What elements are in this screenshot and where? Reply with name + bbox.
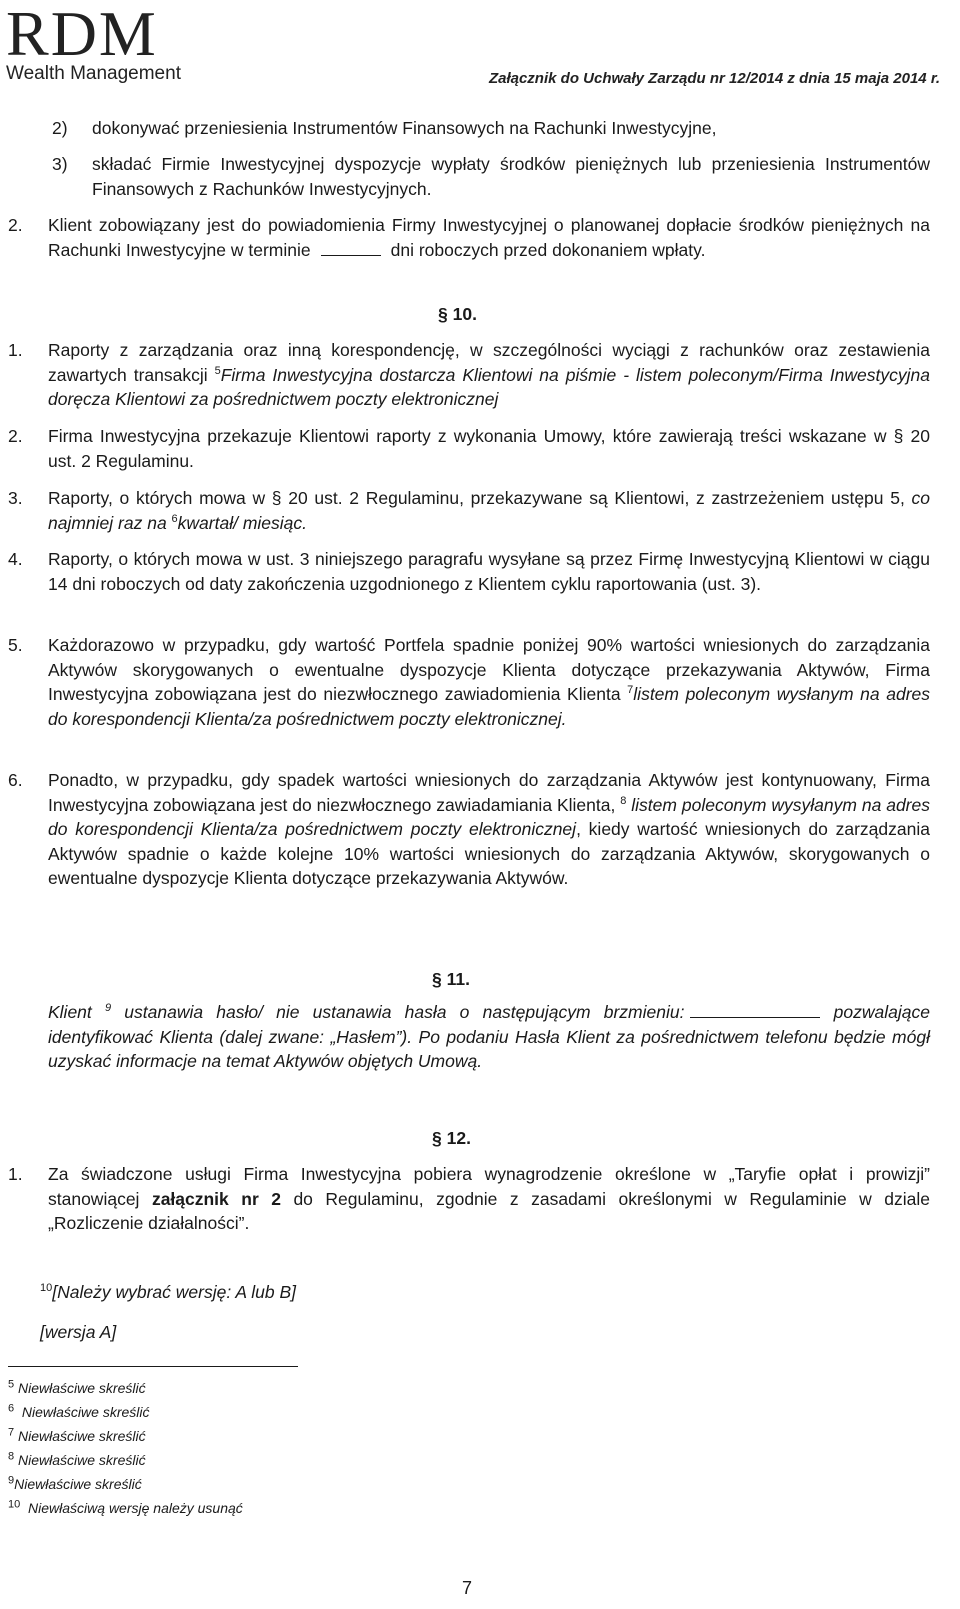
- paragraph-text: , kiedy wartość wniesionych do zarządzania Aktywów spadnie o każde kolejne 10% wartości wniesionych do zarządzania Aktywów, skorygowanych o ewentualne dyspozycje Klienta dotyczące przekazywania Aktywów.: [48, 819, 930, 888]
- footnote-number: 5: [8, 1378, 15, 1391]
- footnote-ref: 8: [620, 794, 627, 807]
- footnote-text: Niewłaściwą wersję należy usunąć: [28, 1500, 243, 1516]
- paragraph-italic-text: Firma Inwestycyjna dostarcza Klientowi na piśmie - listem poleconym/Firma Inwestycyjna doręcza Klientowi za pośrednictwem poczty elektronicznej: [48, 364, 930, 409]
- footnote-text: Niewłaściwe skreślić: [21, 1404, 150, 1420]
- footnote-text: Niewłaściwe skreślić: [18, 1452, 146, 1468]
- paragraph-text: Raporty z zarządzania oraz inną korespondencję, w szczególności wyciągi z rachunków oraz zestawienia zawartych transakcji: [48, 340, 930, 385]
- logo-wordmark: RDM: [6, 0, 158, 69]
- paragraph-text: Raporty, o których mowa w § 20 ust. 2 Regulaminu, przekazywane są Klientowi, z zastrzeżeniem ustępu 5,: [48, 488, 905, 508]
- footnote-ref: 7: [627, 684, 634, 697]
- footnote-number: 7: [8, 1426, 15, 1439]
- paragraph-italic-text: listem poleconym wysłanym na adres do korespondencji Klienta/za pośrednictwem poczty elektronicznej.: [48, 684, 931, 729]
- paragraph-text: Każdorazowo w przypadku, gdy wartość Portfela spadnie poniżej 90% wartości wniesionych do zarządzania Aktywów skorygowanych o ewentualne dyspozycje Klienta dotyczące przekazywania Aktywów, Firma Inwestycyjna zobowiązana jest do niezwłocznego zawiadomienia Klienta: [48, 635, 930, 704]
- footnote: [8, 1500, 243, 1516]
- version-choice-note: [40, 1280, 440, 1305]
- paragraph: [48, 1162, 930, 1236]
- password-fill-in-blank: [690, 1003, 820, 1018]
- paragraph-text: do Regulaminu, zgodnie z zasadami określonymi w Regulaminie w dziale „Rozliczenie działalności”.: [48, 1188, 930, 1233]
- footnote-text: Niewłaściwe skreślić: [18, 1428, 146, 1444]
- paragraph: [48, 338, 930, 412]
- footnote-text: Niewłaściwe skreślić: [14, 1476, 142, 1492]
- footnote: [8, 1452, 146, 1468]
- section-number: 11.: [446, 969, 470, 989]
- paragraph-text: Klient zobowiązany jest do powiadomienia Firmy Inwestycyjnej o planowanej dopłacie środków pieniężnych na Rachunki Inwestycyjne w terminie: [48, 215, 930, 260]
- list-number: 3): [52, 154, 68, 174]
- company-logo: [6, 2, 181, 84]
- version-label: [wersja A]: [40, 1322, 117, 1342]
- footnote: [8, 1404, 150, 1420]
- list-number: 2): [52, 118, 68, 138]
- section-title: § 11.: [432, 969, 470, 989]
- paragraph-text: Klient: [48, 1002, 92, 1022]
- paragraph-number: 5.: [8, 635, 23, 655]
- section-title: § 12.: [432, 1128, 471, 1148]
- footnote-ref: 5: [214, 364, 221, 377]
- paragraph-text: dni roboczych przed dokonaniem wpłaty.: [390, 239, 706, 260]
- footnote-ref: 6: [171, 512, 178, 525]
- fill-in-blank: [321, 241, 381, 256]
- footnote-ref: 9: [104, 1002, 112, 1015]
- paragraph: [48, 633, 930, 731]
- paragraph: [48, 1000, 930, 1074]
- paragraph-text: pozwalające identyfikować Klienta (dalej zwane: „Hasłem”). Po podaniu Hasła Klient za pośrednictwem telefonu będzie mógł uzyskać informacje na temat Aktywów objętych Umową.: [48, 1002, 930, 1071]
- paragraph-text: Za świadczone usługi Firma Inwestycyjna pobiera wynagrodzenie określone w „Taryfie opłat i prowizji” stanowiącej: [48, 1164, 930, 1209]
- footnote: [8, 1428, 146, 1444]
- logo-tagline: Wealth Management: [6, 63, 181, 84]
- footnote-text: Niewłaściwe skreślić: [18, 1380, 146, 1396]
- paragraph-bold-text: załącznik nr 2: [151, 1188, 281, 1209]
- paragraph-number: 2.: [8, 215, 23, 235]
- paragraph-italic-text: co najmniej raz na: [48, 488, 930, 533]
- footnote: [8, 1380, 146, 1396]
- footnote-ref: 10: [40, 1282, 53, 1295]
- section-number: 10.: [452, 304, 477, 324]
- paragraph-number: 3.: [8, 488, 23, 508]
- paragraph-number: 1.: [8, 340, 23, 360]
- paragraph-text: Ponadto, w przypadku, gdy spadek wartości wniesionych do zarządzania Aktywów jest kontynuowany, Firma Inwestycyjna zobowiązana jest do niezwłocznego zawiadamiania Klienta,: [48, 770, 930, 815]
- paragraph-number: 4.: [8, 549, 23, 569]
- footnote-number: 10: [8, 1498, 21, 1511]
- footnote: [8, 1476, 142, 1492]
- paragraph-italic-text: kwartał/ miesiąc.: [177, 512, 308, 533]
- paragraph: Raporty, o których mowa w ust. 3 niniejszego paragrafu wysyłane są przez Firmę Inwestycyjną Klientowi w ciągu 14 dni roboczych od daty zakończenia uzgodnionego z Klientem cyklu raportowania (ust. 3).: [48, 549, 930, 594]
- footnote-number: 6: [8, 1402, 15, 1415]
- paragraph-number: 2.: [8, 426, 23, 446]
- section-title: § 10.: [438, 304, 477, 324]
- footnote-number: 9: [8, 1474, 15, 1487]
- paragraph: Firma Inwestycyjna przekazuje Klientowi raporty z wykonania Umowy, które zawierają treści wskazane w § 20 ust. 2 Regulaminu.: [48, 426, 930, 471]
- paragraph: [48, 213, 930, 262]
- list-item: składać Firmie Inwestycyjnej dyspozycje wypłaty środków pieniężnych lub przeniesienia Instrumentów Finansowych z Rachunków Inwestycyjnych.: [92, 154, 930, 199]
- paragraph-text: ustanawia hasło/ nie ustanawia hasła o następującym brzmieniu:: [124, 1002, 685, 1022]
- page-number: 7: [462, 1578, 473, 1598]
- paragraph: [48, 486, 930, 535]
- list-item: dokonywać przeniesienia Instrumentów Finansowych na Rachunki Inwestycyjne,: [92, 118, 717, 138]
- paragraph-number: 1.: [8, 1164, 23, 1184]
- header-annex-note: Załącznik do Uchwały Zarządu nr 12/2014 z dnia 15 maja 2014 r.: [488, 70, 940, 87]
- paragraph-italic-text: listem poleconym wysyłanym na adres do korespondencji Klienta/za pośrednictwem poczty elektronicznej: [48, 794, 930, 839]
- paragraph-number: 6.: [8, 770, 23, 790]
- footnote-number: 8: [8, 1450, 15, 1463]
- paragraph: [48, 768, 930, 891]
- version-choice-text: [Należy wybrać wersję: A lub B]: [52, 1282, 297, 1302]
- section-number: 12.: [446, 1128, 471, 1148]
- footnote-separator: [8, 1366, 298, 1367]
